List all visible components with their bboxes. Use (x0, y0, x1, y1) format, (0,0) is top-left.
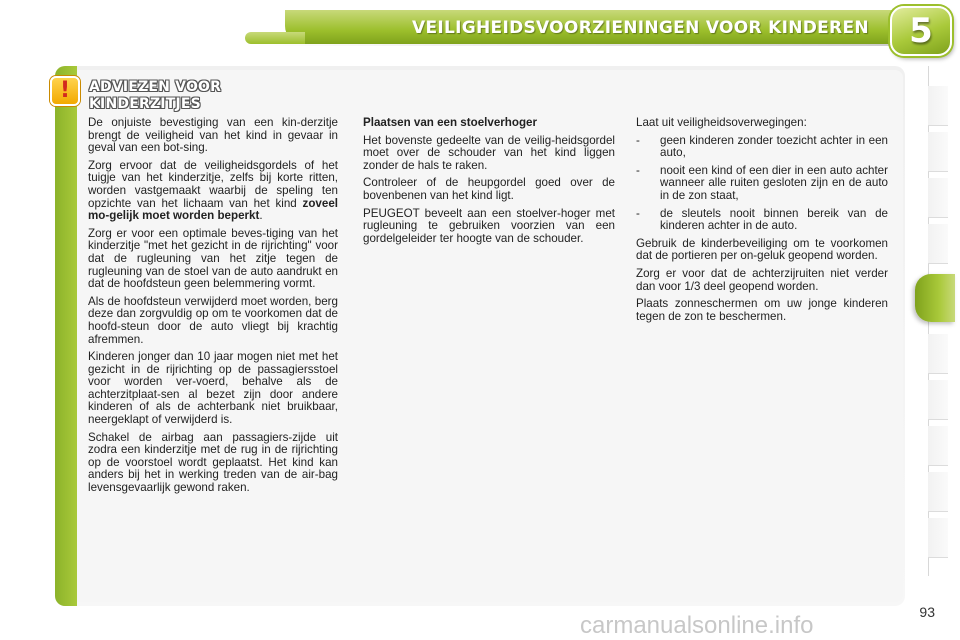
panel-accent-bar (55, 66, 77, 606)
warning-exclamation-icon (50, 76, 80, 106)
paragraph: PEUGEOT beveelt aan een stoelver-hoger met rugleuning te gebruiken voorzien van een gordelgeleider ter hoogte van de schouder. (363, 206, 615, 245)
paragraph-end: . (259, 209, 263, 223)
paragraph: Het bovenste gedeelte van de veilig-heidsgordel moet over de schouder van het kind liggen zonder de hals te raken. (363, 133, 615, 172)
column-left (88, 117, 338, 500)
list-dash: - (636, 163, 640, 177)
paragraph: Zorg er voor een optimale beves-tiging van het kinderzitje "met het gezicht in de rijrichting" voor dat de rugleuning van het zitje tegen de rugleuning van de stoel van de auto aandrukt en dat de hoofdsteun geen belemmering vormt. (88, 226, 338, 291)
paragraph: Gebruik de kinderbeveiliging om te voorkomen dat de portieren per on-geluk geopend worden. (636, 236, 888, 263)
warning-glyph: ! (59, 78, 71, 103)
paragraph: Plaats zonneschermen om uw jonge kinderen tegen de zon te beschermen. (636, 297, 888, 323)
chapter-tab-6[interactable] (928, 334, 948, 374)
list-item-text: nooit een kind of een dier in een auto achter wanneer alle ruiten gesloten zijn en de auto in de zon staat, (660, 163, 888, 202)
paragraph: Zorg er voor dat de achterzijruiten niet verder dan voor 1/3 deel geopend worden. (636, 266, 888, 293)
section-title: ADVIEZEN VOOR KINDERZITJES (89, 79, 222, 112)
paragraph-intro: Laat uit veiligheidsoverwegingen: (636, 116, 807, 129)
chapter-number: 5 (909, 11, 933, 51)
subheading: Plaatsen van een stoelverhoger (363, 116, 537, 129)
chapter-tab-8[interactable] (928, 426, 948, 466)
chapter-tab-5-active[interactable] (915, 274, 955, 322)
list-dash: - (636, 133, 640, 147)
column-middle (363, 117, 615, 250)
chapter-tab-3[interactable] (928, 178, 948, 218)
chapter-tab-10[interactable] (928, 518, 948, 558)
paragraph: De onjuiste bevestiging van een kin-derzitje brengt de veiligheid van het kind in gevaar in geval van een bot-sing. (88, 116, 338, 155)
chapter-tab-2[interactable] (928, 132, 948, 172)
paragraph: Controleer of de heupgordel goed over de bovenbenen van het kind ligt. (363, 176, 615, 202)
list-item (636, 165, 888, 203)
chapter-tab-4[interactable] (928, 224, 948, 264)
chapter-tab-9[interactable] (928, 472, 948, 512)
paragraph: Schakel de airbag aan passagiers-zijde uit zodra een kinderzitje met de rug in de rijrichting op de voorstoel wordt geplaatst. Het kind kan anders bij het in werking treden van de air-bag levensgevaarlijk gewond raken. (88, 430, 338, 495)
column-right (636, 117, 888, 328)
chapter-tab-7[interactable] (928, 380, 948, 420)
paragraph-text: Zorg ervoor dat de veiligheidsgordels of het tuigje van het kinderzitje, zelfs bij korte ritten, worden vastgemaakt waarbij de speling ten opzichte van het lichaam van het kind (88, 158, 338, 210)
paragraph: Als de hoofdsteun verwijderd moet worden, berg deze dan zorgvuldig op om te voorkomen dat de hoofd-steun door de auto vliegt bij krachtig afremmen. (88, 294, 338, 346)
chapter-badge (890, 6, 952, 56)
chapter-tab-1[interactable] (928, 86, 948, 126)
page-title: VEILIGHEIDSVOORZIENINGEN VOOR KINDEREN (412, 18, 869, 38)
paragraph: Kinderen jonger dan 10 jaar mogen niet met het gezicht in de rijrichting op de passagiersstoel voor worden ver-voerd, behalve als de achterzitplaat-sen al bezet zijn door andere kinderen of als de achterbank niet bruikbaar, neergeklapt of verwijderd is. (88, 350, 338, 427)
list-item (636, 208, 888, 233)
watermark: carmanualsonline.info (580, 612, 814, 639)
list-item (636, 135, 888, 160)
page-number: 93 (919, 604, 935, 620)
list-item-text: de sleutels nooit binnen bereik van de kinderen achter in de auto. (660, 206, 888, 233)
list-dash: - (636, 206, 640, 220)
paragraph-emphasis: zoveel mo-gelijk moet worden beperkt (88, 196, 338, 223)
list-item-text: geen kinderen zonder toezicht achter in een auto, (660, 133, 888, 160)
paragraph-belt-advice (88, 160, 338, 223)
